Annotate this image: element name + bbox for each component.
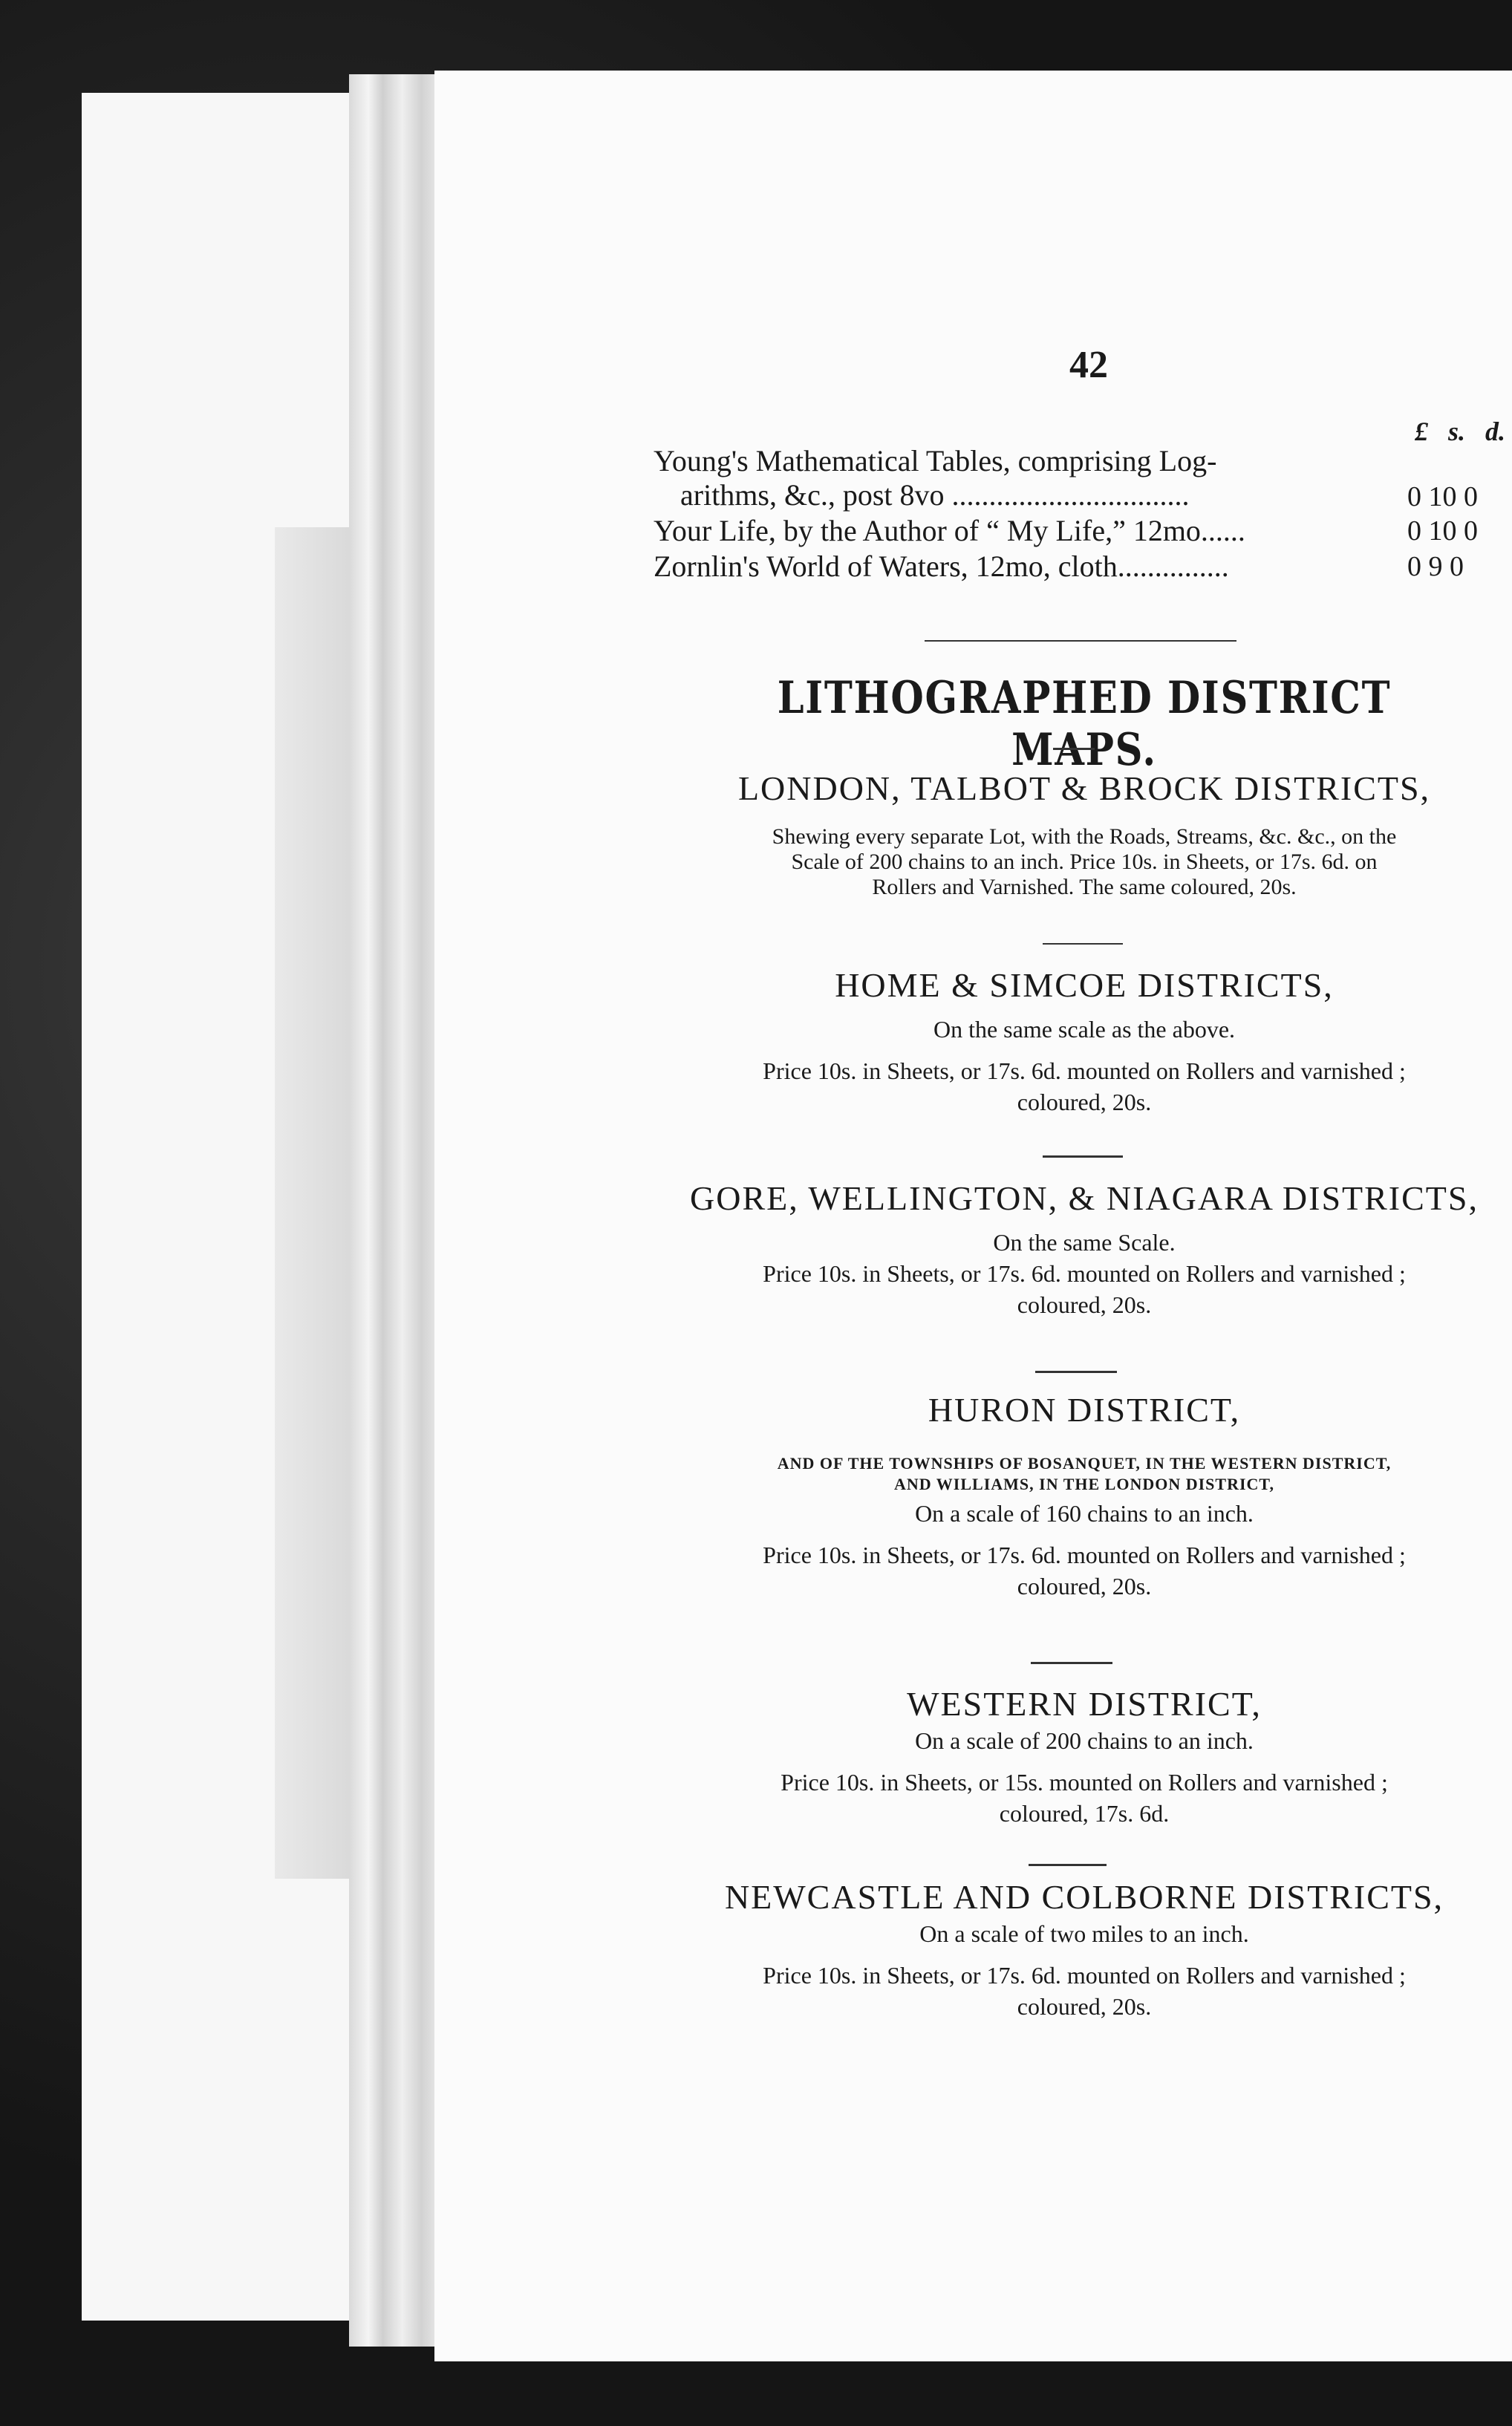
district-london-talbot-brock bbox=[639, 769, 1512, 900]
district-scale: On the same Scale. bbox=[993, 1229, 1176, 1256]
district-home-simcoe bbox=[639, 965, 1512, 1118]
book-page-edges bbox=[349, 74, 446, 2347]
district-newcastle-colborne bbox=[639, 1877, 1512, 2022]
district-price-line: coloured, 20s. bbox=[1017, 1291, 1152, 1318]
currency-column-header: £ s. d. bbox=[1415, 417, 1506, 446]
district-western bbox=[639, 1684, 1512, 1829]
district-heading: WESTERN DISTRICT, bbox=[907, 1685, 1262, 1723]
page-number: 42 bbox=[1069, 344, 1108, 386]
district-scale: On a scale of 160 chains to an inch. bbox=[915, 1500, 1254, 1527]
district-gore-wellington-niagara bbox=[639, 1178, 1512, 1320]
divider-rule bbox=[1053, 748, 1095, 750]
district-description-line: Rollers and Varnished. The same coloured, 20s. bbox=[872, 875, 1297, 899]
divider-rule bbox=[1031, 1662, 1112, 1664]
divider-rule bbox=[1029, 1864, 1107, 1866]
district-price-line: coloured, 20s. bbox=[1017, 1993, 1152, 2020]
district-heading: HOME & SIMCOE DISTRICTS, bbox=[835, 966, 1334, 1004]
district-scale: On the same scale as the above. bbox=[933, 1016, 1236, 1043]
district-subheading-line: AND WILLIAMS, IN THE LONDON DISTRICT, bbox=[894, 1475, 1274, 1493]
entry-title: Your Life, by the Author of “ My Life,” 12mo...... bbox=[654, 514, 1245, 547]
entry-price: 0 9 0 bbox=[1407, 551, 1464, 582]
entry-price: 0 10 0 bbox=[1407, 515, 1478, 547]
district-huron bbox=[639, 1390, 1512, 1602]
district-heading: HURON DISTRICT, bbox=[928, 1391, 1241, 1429]
divider-rule bbox=[1043, 943, 1123, 945]
district-price-line: coloured, 20s. bbox=[1017, 1089, 1152, 1115]
district-heading: GORE, WELLINGTON, & NIAGARA DISTRICTS, bbox=[690, 1179, 1479, 1217]
district-price-line: coloured, 17s. 6d. bbox=[999, 1800, 1170, 1827]
catalogue-entry bbox=[654, 444, 1485, 512]
district-description-line: Scale of 200 chains to an inch. Price 10s. in Sheets, or 17s. 6d. on bbox=[791, 850, 1378, 874]
entry-title: Zornlin's World of Waters, 12mo, cloth............... bbox=[654, 550, 1229, 583]
entry-title-continued: arithms, &c., post 8vo ................................ bbox=[680, 478, 1190, 512]
section-title bbox=[639, 672, 1512, 776]
district-price-line: Price 10s. in Sheets, or 17s. 6d. mounted on Rollers and varnished ; bbox=[763, 1962, 1406, 1989]
divider-rule bbox=[925, 640, 1236, 642]
district-scale: On a scale of 200 chains to an inch. bbox=[915, 1727, 1254, 1754]
divider-rule bbox=[1043, 1155, 1123, 1158]
district-description-line: Shewing every separate Lot, with the Roads, Streams, &c. &c., on the bbox=[772, 824, 1397, 849]
left-page bbox=[82, 93, 364, 2321]
divider-rule bbox=[1035, 1371, 1117, 1373]
district-heading: LONDON, TALBOT & BROCK DISTRICTS, bbox=[737, 769, 1431, 807]
catalogue-entry bbox=[654, 514, 1485, 548]
district-price-line: Price 10s. in Sheets, or 17s. 6d. mounted on Rollers and varnished ; bbox=[763, 1260, 1406, 1287]
district-subheading-line: AND OF THE TOWNSHIPS OF BOSANQUET, IN THE WESTERN DISTRICT, bbox=[777, 1454, 1392, 1473]
catalogue-entry bbox=[654, 550, 1485, 584]
entry-title: Young's Mathematical Tables, comprising Log- bbox=[654, 444, 1217, 477]
district-price-line: Price 10s. in Sheets, or 15s. mounted on Rollers and varnished ; bbox=[781, 1769, 1388, 1796]
district-price-line: coloured, 20s. bbox=[1017, 1573, 1152, 1600]
section-heading: LITHOGRAPHED DISTRICT MAPS. bbox=[777, 672, 1392, 776]
district-price-line: Price 10s. in Sheets, or 17s. 6d. mounted on Rollers and varnished ; bbox=[763, 1542, 1406, 1568]
district-scale: On a scale of two miles to an inch. bbox=[919, 1920, 1249, 1947]
entry-price: 0 10 0 bbox=[1407, 481, 1478, 512]
district-heading: NEWCASTLE AND COLBORNE DISTRICTS, bbox=[724, 1878, 1444, 1916]
district-price-line: Price 10s. in Sheets, or 17s. 6d. mounted on Rollers and varnished ; bbox=[763, 1057, 1406, 1084]
